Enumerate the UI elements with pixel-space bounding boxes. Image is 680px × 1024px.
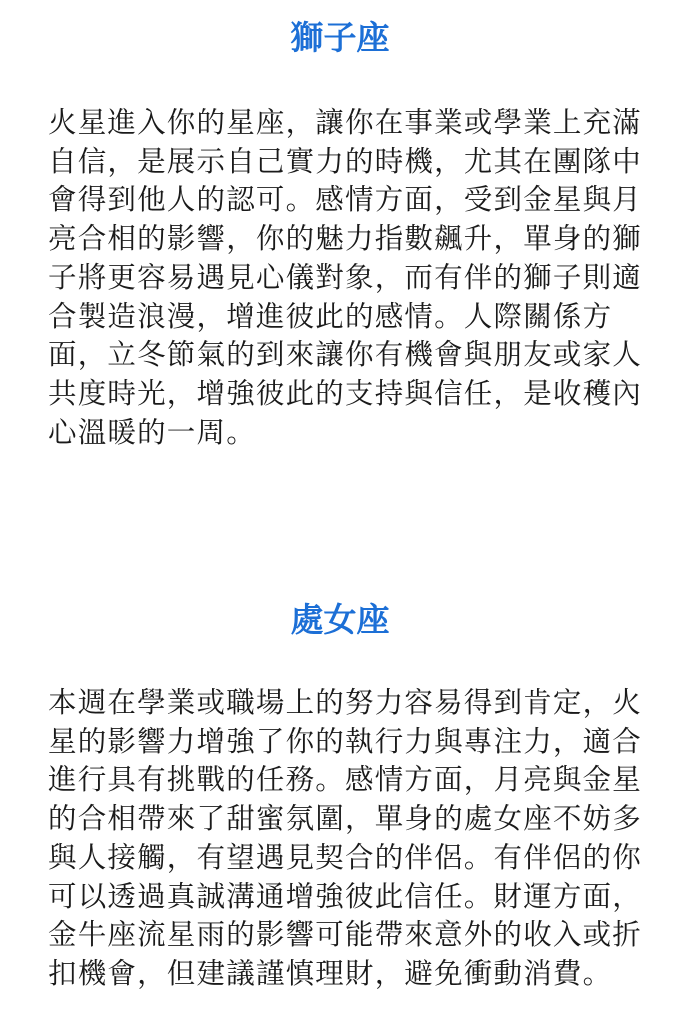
leo-line: 會得到他人的認可。感情方面，受到金星與月 bbox=[48, 183, 643, 217]
virgo-line: 星的影響力增強了你的執行力與專注力，適合 bbox=[48, 724, 643, 758]
virgo-line: 進行具有挑戰的任務。感情方面，月亮與金星 bbox=[48, 763, 643, 797]
virgo-line: 的合相帶來了甜蜜氛圍，單身的處女座不妨多 bbox=[48, 802, 643, 836]
virgo-line: 可以透過真誠溝通增強彼此信任。財運方面， bbox=[48, 879, 643, 913]
virgo-line: 與人接觸，有望遇見契合的伴侶。有伴侶的你 bbox=[48, 840, 643, 874]
leo-line: 自信，是展示自己實力的時機，尤其在團隊中 bbox=[48, 144, 643, 178]
leo-paragraph bbox=[0, 104, 680, 452]
virgo-line: 金牛座流星雨的影響可能帶來意外的收入或折 bbox=[48, 918, 643, 952]
leo-section bbox=[0, 0, 680, 452]
leo-line: 合製造浪漫，增進彼此的感情。人際關係方 bbox=[48, 299, 613, 333]
leo-line: 亮合相的影響，你的魅力指數飆升，單身的獅 bbox=[48, 222, 643, 256]
virgo-line: 扣機會，但建議謹慎理財，避免衝動消費。 bbox=[48, 956, 613, 990]
leo-line: 面，立冬節氣的到來讓你有機會與朋友或家人 bbox=[48, 338, 643, 372]
leo-title: 獅子座 bbox=[290, 18, 390, 57]
virgo-paragraph bbox=[0, 684, 680, 994]
virgo-section bbox=[0, 582, 680, 994]
leo-line: 火星進入你的星座，讓你在事業或學業上充滿 bbox=[48, 106, 643, 139]
virgo-title: 處女座 bbox=[290, 600, 390, 639]
leo-line: 心溫暖的一周。 bbox=[48, 415, 256, 449]
virgo-line: 本週在學業或職場上的努力容易得到肯定，火 bbox=[48, 686, 643, 719]
leo-line: 子將更容易遇見心儀對象，而有伴的獅子則適 bbox=[48, 260, 643, 294]
leo-line: 共度時光，增強彼此的支持與信任，是收穫內 bbox=[48, 376, 643, 410]
